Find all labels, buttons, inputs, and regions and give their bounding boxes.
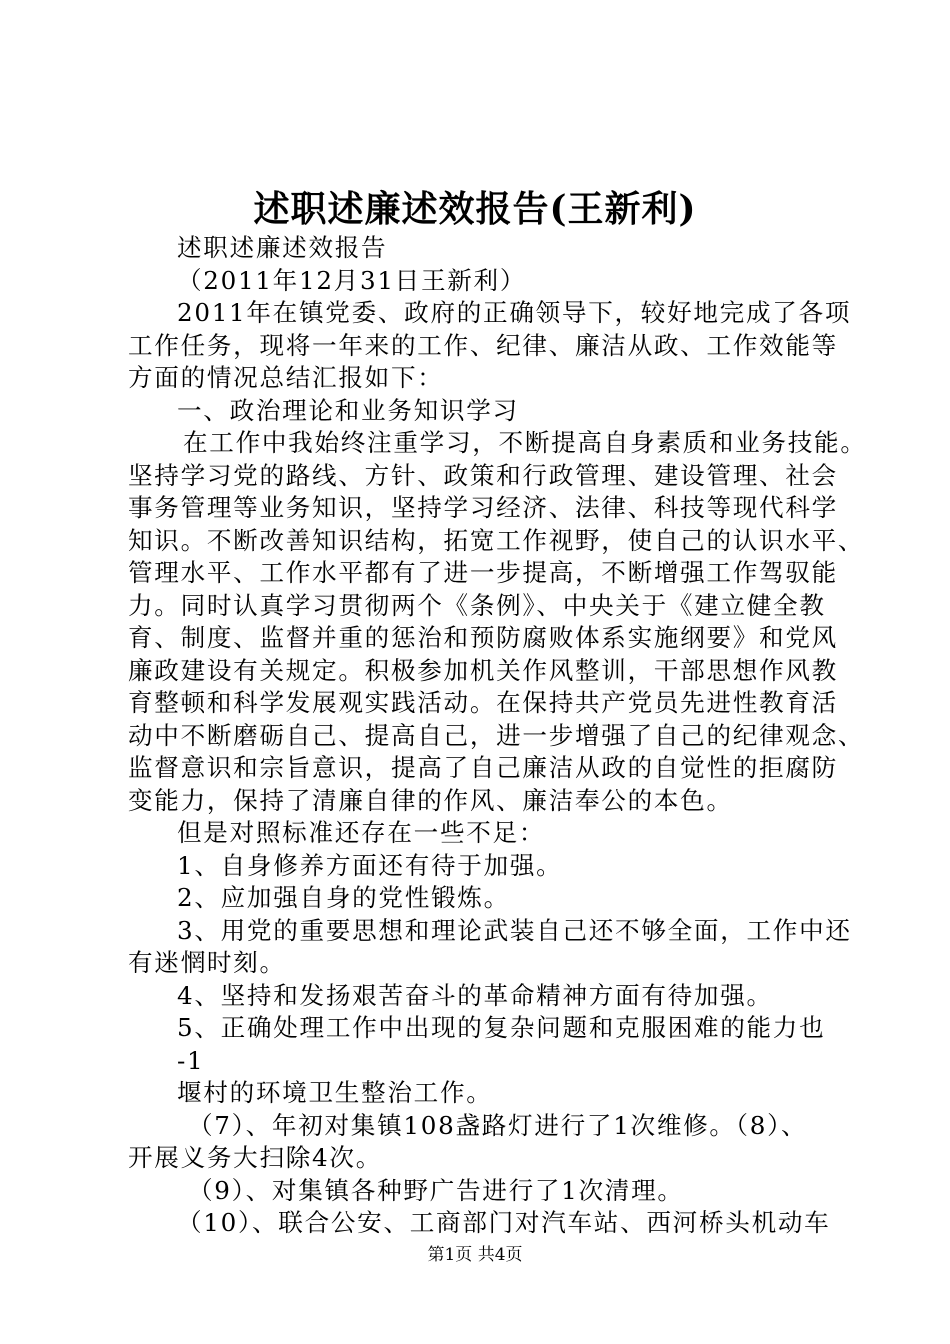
list-item: 3、用党的重要思想和理论武装自己还不够全面，工作中还 <box>177 915 852 945</box>
text-line: 监督意识和宗旨意识，提高了自己廉洁从政的自觉性的拒腐防 <box>128 753 838 782</box>
text-line: 知识。不断改善知识结构，拓宽工作视野，使自己的认识水平、 <box>128 525 865 555</box>
text-line: 堰村的环境卫生整治工作。 <box>177 1078 493 1107</box>
text-line: 变能力，保持了清廉自律的作风、廉洁奉公的本色。 <box>128 785 733 815</box>
text-line: 述职述廉述效报告 <box>177 233 388 262</box>
text-line: 廉政建设有关规定。积极参加机关作风整训，干部思想作风教 <box>128 655 838 685</box>
document-body <box>128 232 867 1240</box>
document-title: 述职述廉述效报告(王新利) <box>253 188 697 230</box>
section-heading: 一、政治理论和业务知识学习 <box>177 395 519 425</box>
list-item: 5、正确处理工作中出现的复杂问题和克服困难的能力也 <box>177 1013 826 1042</box>
text-line: 工作任务，现将一年来的工作、纪律、廉洁从政、工作效能等 <box>128 330 838 360</box>
text-line: 坚持学习党的路线、方针、政策和行政管理、建设管理、社会 <box>128 460 838 490</box>
text-line: 有迷惘时刻。 <box>128 948 286 977</box>
page-footer: 第1页 共4页 <box>427 1245 523 1265</box>
text-line: 2011年在镇党委、政府的正确领导下，较好地完成了各项 <box>177 298 852 327</box>
text-line: 事务管理等业务知识，坚持学习经济、法律、科技等现代科学 <box>128 493 838 522</box>
list-item: （10）、联合公安、工商部门对汽车站、西河桥头机动车 <box>177 1208 831 1237</box>
page-marker: -1 <box>177 1045 205 1075</box>
text-line: 但是对照标准还存在一些不足： <box>177 818 546 847</box>
list-item: 4、坚持和发扬艰苦奋斗的革命精神方面有待加强。 <box>177 980 773 1010</box>
list-item: 1、自身修养方面还有待于加强。 <box>177 850 563 880</box>
text-line: 方面的情况总结汇报如下： <box>128 363 444 392</box>
list-item: 2、应加强自身的党性锻炼。 <box>177 883 510 912</box>
text-line: 开展义务大扫除4次。 <box>128 1143 382 1172</box>
list-item: （7）、年初对集镇108盏路灯进行了1次维修。（8）、 <box>188 1110 808 1140</box>
text-line: 动中不断磨砺自己、提高自己，进一步增强了自己的纪律观念、 <box>128 720 865 750</box>
text-line: （2011年12月31日王新利） <box>177 265 527 295</box>
text-line: 育整顿和科学发展观实践活动。在保持共产党员先进性教育活 <box>128 688 838 717</box>
text-line: 育、制度、监督并重的惩治和预防腐败体系实施纲要》和党风 <box>128 623 838 652</box>
text-line: 力。同时认真学习贯彻两个《条例》、中央关于《建立健全教 <box>128 590 826 620</box>
text-line: 在工作中我始终注重学习，不断提高自身素质和业务技能。 <box>183 428 867 457</box>
list-item: （9）、对集镇各种野广告进行了1次清理。 <box>188 1175 684 1205</box>
text-line: 管理水平、工作水平都有了进一步提高，不断增强工作驾驭能 <box>128 558 838 587</box>
